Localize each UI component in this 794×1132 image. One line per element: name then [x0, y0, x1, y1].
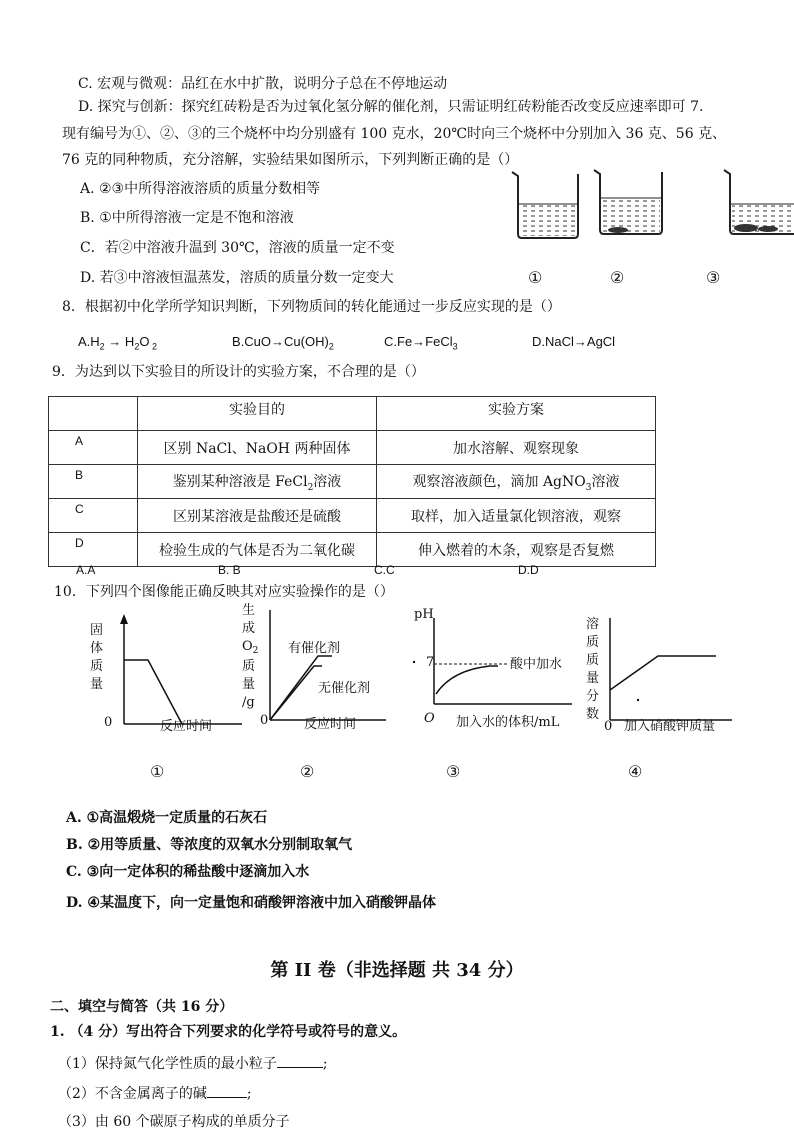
svg-text:成: 成: [242, 621, 256, 636]
svg-text:加入硝酸钾质量: 加入硝酸钾质量: [624, 719, 716, 734]
graph-label-2: ②: [300, 762, 315, 781]
q9-table: [48, 396, 656, 567]
header-plan: 实验方案: [377, 397, 656, 431]
svg-text:O2: $O_2$: [242, 639, 259, 656]
svg-text:量: 量: [90, 677, 104, 692]
question-1-1: （1）保持氮气化学性质的最小粒子 ;: [58, 1053, 328, 1074]
graph-1: [84, 604, 244, 740]
q10-stem: 10．下列四个图像能正确反映其对应实验操作的是（）: [54, 584, 394, 600]
q7-option-d: D. 若③中溶液恒温蒸发，溶质的质量分数一定变大: [80, 270, 394, 286]
beaker-label-1: ①: [528, 268, 543, 287]
svg-text:质: 质: [90, 659, 104, 674]
svg-text:无催化剂: 无催化剂: [318, 681, 371, 696]
q7-option-c: C．若②中溶液升温到 30℃，溶液的质量一定不变: [80, 240, 395, 256]
svg-text:/g: /g: [242, 695, 255, 710]
svg-text:溶: 溶: [586, 617, 600, 632]
graph-label-4: ④: [628, 762, 643, 781]
q10-option-d: D. ④某温度下，向一定量饱和硝酸钾溶液中加入硝酸钾晶体: [66, 895, 436, 911]
svg-text:固: 固: [90, 623, 104, 638]
q9-option-b: B. B: [218, 563, 241, 577]
table-row: B 鉴别某种溶液是 FeCl$_2$溶液 观察溶液颜色，滴加 AgNO$_3$溶液: [49, 465, 656, 499]
svg-text:量: 量: [242, 677, 256, 692]
q6-option-d: D. 探究与创新：探究红砖粉是否为过氧化氢分解的催化剂，只需证明红砖粉能否改变反应速率即可 7.: [78, 99, 704, 115]
svg-text:质: 质: [242, 659, 256, 674]
svg-text:pH: pH: [414, 607, 434, 622]
q8-stem: 8．根据初中化学所学知识判断，下列物质间的转化能通过一步反应实现的是（）: [62, 299, 561, 315]
table-row: D 检验生成的气体是否为二氧化碳 伸入燃着的木条，观察是否复燃: [49, 533, 656, 567]
svg-text:数: 数: [586, 707, 600, 722]
graph-3: [404, 604, 574, 734]
beaker-figure: [506, 164, 794, 246]
svg-text:加入水的体积/mL: 加入水的体积/mL: [456, 715, 560, 730]
table-row: A 区别 NaCl、NaOH 两种固体 加水溶解、观察现象: [49, 431, 656, 465]
beaker-label-2: ②: [610, 268, 625, 287]
question-1-2: （2）不含金属离子的碱 ;: [58, 1083, 252, 1104]
q6-option-c: C. 宏观与微观：品红在水中扩散，说明分子总在不停地运动: [78, 76, 448, 92]
table-header-row: [49, 397, 656, 431]
graph-2: [236, 600, 396, 740]
svg-text:质: 质: [586, 653, 600, 668]
beaker-label-3: ③: [706, 268, 721, 287]
question-1: 1. （4 分）写出符合下列要求的化学符号或符号的意义。: [50, 1024, 407, 1040]
svg-text:质: 质: [586, 635, 600, 650]
q9-option-a: A.A: [76, 563, 96, 577]
q10-option-b: B. ②用等质量、等浓度的双氧水分别制取氧气: [66, 837, 353, 853]
svg-text:酸中加水: 酸中加水: [510, 657, 563, 672]
table-row: C 区别某溶液是盐酸还是硫酸 取样，加入适量氯化钡溶液，观察: [49, 499, 656, 533]
svg-text:量: 量: [586, 671, 600, 686]
q8-option-d: D.NaCl→AgCl: [532, 334, 616, 349]
svg-text:7: 7: [426, 655, 435, 670]
header-purpose: 实验目的: [138, 397, 377, 431]
svg-text:有催化剂: 有催化剂: [288, 641, 341, 656]
beaker-2: [594, 170, 662, 234]
q7-option-a: A. ②③中所得溶液溶质的质量分数相等: [80, 181, 321, 197]
svg-text:体: 体: [90, 641, 104, 656]
q7-option-b: B. ①中所得溶液一定是不饱和溶液: [80, 210, 294, 226]
svg-text:O: O: [424, 711, 435, 726]
q7-stem-line1: 现有编号为①、②、③的三个烧杯中均分别盛有 100 克水，20℃时向三个烧杯中分别加入 36 克、56 克、: [62, 126, 727, 142]
q10-option-c: C. ③向一定体积的稀盐酸中逐滴加入水: [66, 864, 310, 880]
q9-option-d: D.D: [518, 563, 539, 577]
q9-stem: 9．为达到以下实验目的所设计的实验方案，不合理的是（）: [52, 364, 425, 380]
graph-label-3: ③: [446, 762, 461, 781]
svg-text:0: 0: [604, 719, 613, 734]
svg-text:反应时间: 反应时间: [304, 717, 357, 732]
q9-option-c: C.C: [374, 563, 395, 577]
part-heading: 二、填空与简答（共 16 分）: [50, 999, 234, 1015]
section-title: 第 II 卷（非选择题 共 34 分）: [270, 960, 524, 981]
svg-text:分: 分: [586, 689, 600, 704]
graph-label-1: ①: [150, 762, 165, 781]
svg-text:反应时间: 反应时间: [160, 719, 213, 734]
svg-text:生: 生: [242, 603, 256, 618]
beaker-1: [512, 172, 578, 238]
answer-blank[interactable]: [207, 1083, 247, 1098]
beaker-3: [724, 170, 794, 234]
answer-blank[interactable]: [277, 1053, 323, 1068]
q8-option-a: $A.H_2 \to H_2O$ $_2$: [78, 334, 157, 352]
svg-text:0: 0: [104, 715, 113, 730]
q10-option-a: A. ①高温煅烧一定质量的石灰石: [66, 810, 268, 826]
svg-text:0: 0: [260, 713, 269, 728]
graph-4: [584, 604, 744, 740]
question-1-3: （3）由 60 个碳原子构成的单质分子: [58, 1114, 290, 1130]
q7-stem-line2: 76 克的同种物质，充分溶解，实验结果如图所示，下列判断正确的是（）: [62, 152, 519, 168]
q8-option-c: C.Fe→FeCl$_3$: [384, 334, 458, 352]
q8-option-b: $B.CuO\to Cu(OH)_2$: [232, 334, 334, 352]
